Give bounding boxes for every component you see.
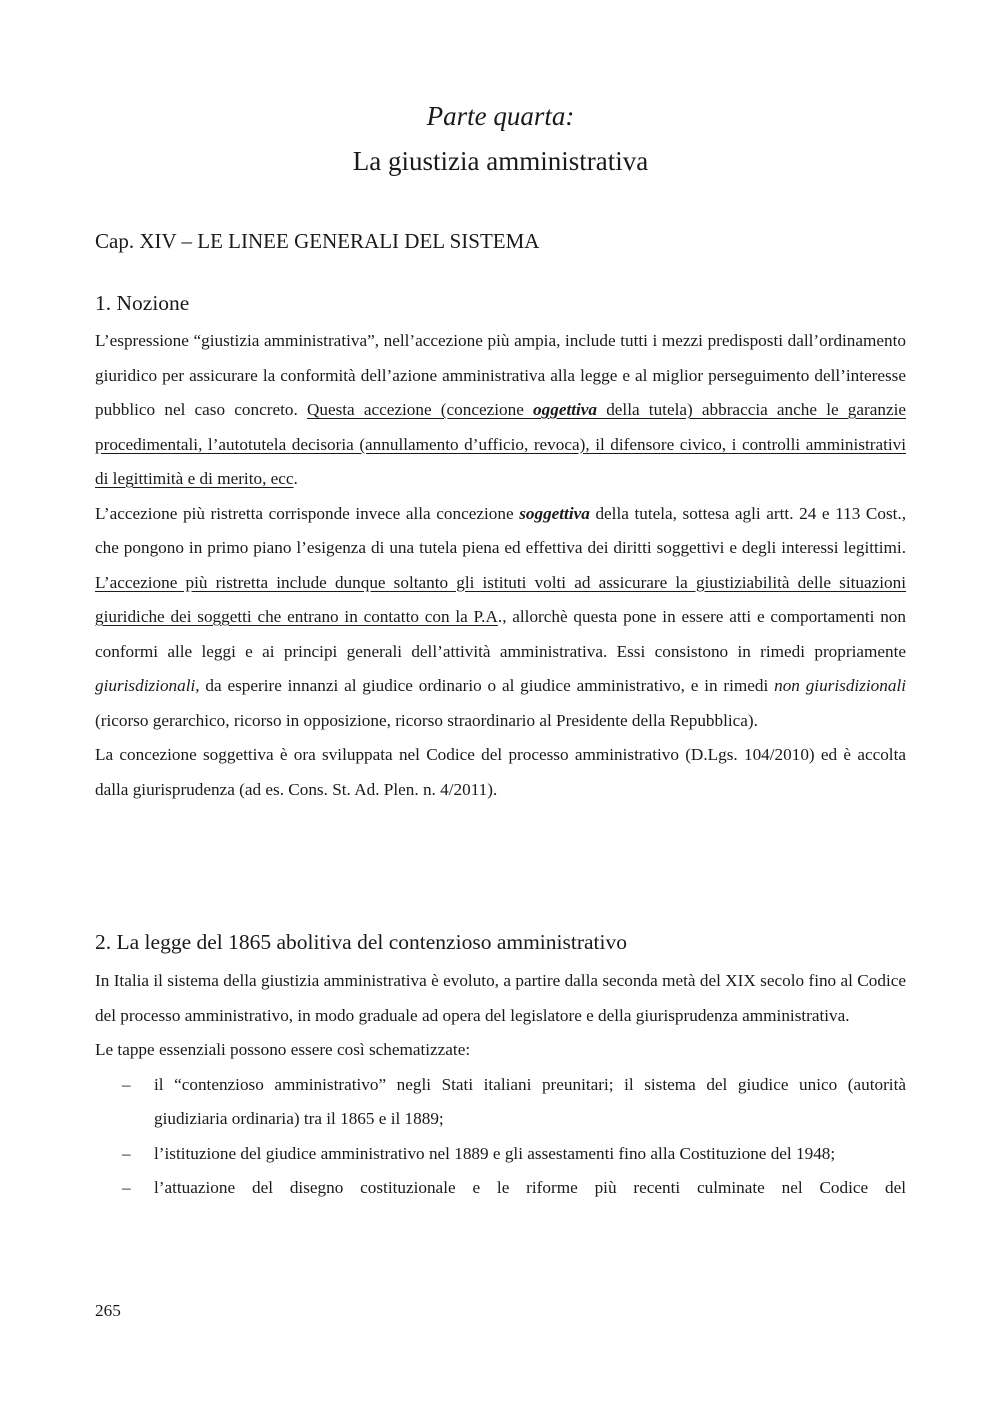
part-title: Parte quarta: [426,101,575,131]
emphasis-text: soggettiva [519,503,590,523]
text-run: della tutela) abbraccia anche le garanzie procedimentali, l’autotutela decisoria (annullamento d’ufficio, revoca), il difensore civico, i controlli amministrativi di legittimità e di merito, ecc [95,400,906,488]
italic-text: non giurisdizionali [774,676,906,695]
text-run: . [293,469,298,488]
text-run: , da esperire innanzi al giudice ordinario o al giudice amministrativo, e in rimedi [195,676,775,695]
chapter-title: Cap. XIV – LE LINEE GENERALI DEL SISTEMA [95,229,540,253]
section-body-nozione [95,324,906,807]
paragraph: Le tappe essenziali possono essere così schematizzate: [95,1040,471,1059]
list-item [95,1171,906,1206]
emphasis-text: oggettiva [533,400,597,419]
text-run: L’accezione più ristretta corrisponde invece alla concezione [95,503,520,523]
text-run: della tutela, sottesa agli artt. 24 e 113 Cost., che pongono in primo piano l’esigenza di una tutela piena ed effettiva dei diritti soggettivi e degli interessi legittimi. [95,503,907,557]
paragraph: La concezione soggettiva è ora sviluppata nel Codice del processo amministrativo (D.Lgs. 104/2010) ed è accolta dalla giurisprudenza (ad es. Cons. St. Ad. Plen. n. 4/2011). [95,745,906,799]
dash-bullet: – [122,1143,131,1163]
italic-text: giurisdizionali [95,676,196,695]
dash-bullet: – [122,1074,131,1094]
text-run: ., allorchè questa pone in essere atti e comportamenti non conformi alle leggi e ai principi generali dell’attività amministrativa. Essi consistono in rimedi propriamente [95,607,906,661]
paragraph [95,324,906,497]
text-run: L’espressione “giustizia amministrativa”, nell’accezione più ampia, include tutti i mezzi predisposti dall’ordinamento giuridico per assicurare la conformità dell’azione amministrativa alla legge e al miglior perseguimento dell’interesse pubblico nel caso concreto. [95,331,906,419]
section-heading-nozione: 1. Nozione [95,291,190,315]
list-item [95,1068,906,1137]
dash-bullet: – [122,1178,131,1197]
page-number: 265 [95,1301,121,1320]
underlined-text: L’accezione più ristretta include dunque soltanto gli istituti volti ad assicurare la giustiziabilità delle situazioni giuridiche dei soggetti che entrano in contatto con la P.A [95,572,906,626]
part-subtitle: La giustizia amministrativa [352,146,649,176]
paragraph: In Italia il sistema della giustizia amministrativa è evoluto, a partire dalla seconda metà del XIX secolo fino al Codice del processo amministrativo, in modo graduale ad opera del legislatore e della giurisprudenza amministrativa. [95,971,906,1025]
stages-list [95,1068,906,1206]
section-body-legge-1865 [95,964,906,1206]
list-item-text: l’attuazione del disegno costituzionale e le riforme più recenti culminate nel Codice del [154,1178,906,1197]
list-item-text: l’istituzione del giudice amministrativo nel 1889 e gli assestamenti fino alla Costituzione del 1948; [154,1143,836,1163]
list-item-text: il “contenzioso amministrativo” negli Stati italiani preunitari; il sistema del giudice unico (autorità giudiziaria ordinaria) tra il 1865 e il 1889; [154,1074,906,1128]
text-run: (ricorso gerarchico, ricorso in opposizione, ricorso straordinario al Presidente della Repubblica). [95,710,758,730]
text-run: Questa accezione (concezione [306,400,534,419]
list-item [95,1137,906,1172]
section-heading-legge-1865: 2. La legge del 1865 abolitiva del contenzioso amministrativo [95,930,627,954]
paragraph [95,497,906,739]
